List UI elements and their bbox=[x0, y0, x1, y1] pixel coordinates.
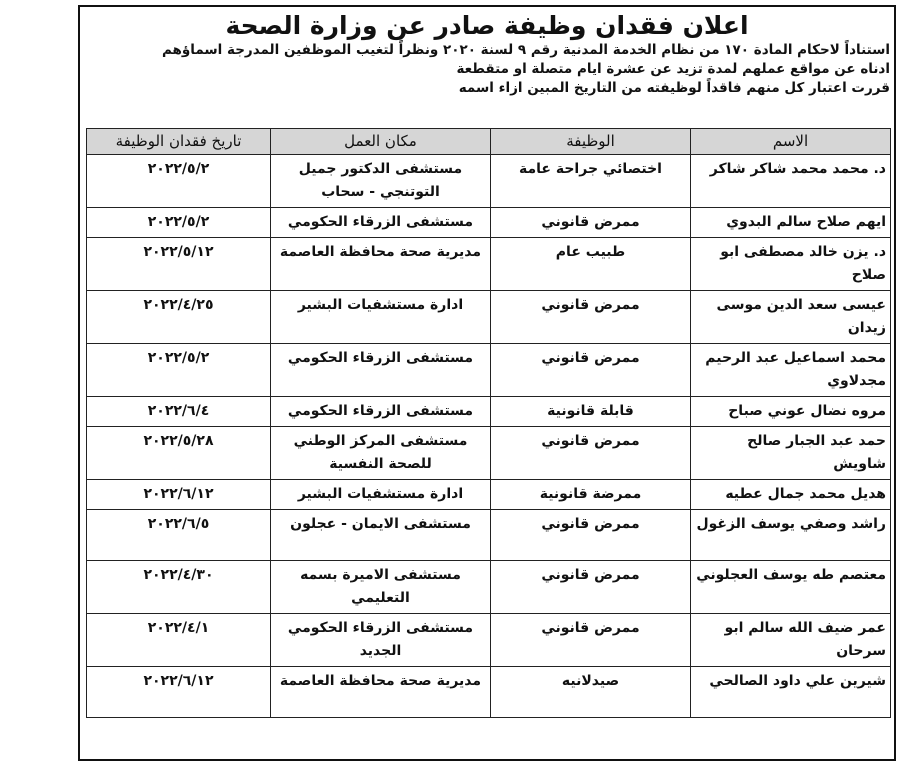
cell-job: ممرض قانوني bbox=[491, 344, 691, 397]
loss-date: ٢٠٢٢/٦/١٢ bbox=[143, 673, 214, 689]
table-row bbox=[87, 614, 891, 667]
cell-date bbox=[87, 510, 271, 561]
loss-date: ٢٠٢٢/٥/٢ bbox=[147, 214, 210, 230]
table-row bbox=[87, 667, 891, 718]
cell-job: ممرض قانوني bbox=[491, 510, 691, 561]
table-row bbox=[87, 291, 891, 344]
cell-date bbox=[87, 480, 271, 510]
cell-date bbox=[87, 344, 271, 397]
loss-date: ٢٠٢٢/٤/٣٠ bbox=[143, 567, 214, 583]
cell-place: مستشفى الزرقاء الحكومي bbox=[271, 208, 491, 238]
cell-job: ممرض قانوني bbox=[491, 561, 691, 614]
cell-place: مستشفى الايمان - عجلون bbox=[271, 510, 491, 561]
loss-date: ٢٠٢٢/٦/٤ bbox=[147, 403, 210, 419]
cell-place: مستشفى الدكتور جميل التوتنجي - سحاب bbox=[271, 155, 491, 208]
cell-name: حمد عبد الجبار صالح شاويش bbox=[691, 427, 891, 480]
cell-date bbox=[87, 561, 271, 614]
header-place: مكان العمل bbox=[271, 129, 491, 155]
cell-place: مستشفى المركز الوطني للصحة النفسية bbox=[271, 427, 491, 480]
cell-job: اختصائي جراحة عامة bbox=[491, 155, 691, 208]
table-header bbox=[87, 129, 891, 155]
table-row bbox=[87, 208, 891, 238]
table-row bbox=[87, 561, 891, 614]
cell-job: ممرض قانوني bbox=[491, 208, 691, 238]
loss-date: ٢٠٢٢/٥/٢٨ bbox=[143, 433, 214, 449]
cell-job: ممرضة قانونية bbox=[491, 480, 691, 510]
cell-place: مديرية صحة محافظة العاصمة bbox=[271, 667, 491, 718]
table-row bbox=[87, 344, 891, 397]
cell-place: ادارة مستشفيات البشير bbox=[271, 480, 491, 510]
table-row bbox=[87, 397, 891, 427]
cell-date bbox=[87, 291, 271, 344]
table-row bbox=[87, 238, 891, 291]
intro-line: ادناه عن مواقع عملهم لمدة تزيد عن عشرة ايام متصلة او متقطعة bbox=[456, 61, 890, 77]
loss-date: ٢٠٢٢/٦/٥ bbox=[147, 516, 210, 532]
cell-job: طبيب عام bbox=[491, 238, 691, 291]
cell-name: عيسى سعد الدين موسى زيدان bbox=[691, 291, 891, 344]
cell-job: صيدلانيه bbox=[491, 667, 691, 718]
cell-name: معتصم طه يوسف العجلوني bbox=[691, 561, 891, 614]
announcement-title: اعلان فقدان وظيفة صادر عن وزارة الصحة bbox=[225, 11, 749, 40]
cell-date bbox=[87, 667, 271, 718]
cell-place: مستشفى الزرقاء الحكومي الجديد bbox=[271, 614, 491, 667]
cell-name: هديل محمد جمال عطيه bbox=[691, 480, 891, 510]
cell-place: مستشفى الزرقاء الحكومي bbox=[271, 397, 491, 427]
cell-date bbox=[87, 397, 271, 427]
cell-date bbox=[87, 208, 271, 238]
header-name: الاسم bbox=[691, 129, 891, 155]
header-date: تاريخ فقدان الوظيفة bbox=[87, 129, 271, 155]
cell-date bbox=[87, 155, 271, 208]
cell-date bbox=[87, 427, 271, 480]
announcement bbox=[78, 5, 896, 761]
employees-table bbox=[86, 128, 891, 718]
loss-date: ٢٠٢٢/٥/١٢ bbox=[143, 244, 214, 260]
table-row bbox=[87, 155, 891, 208]
cell-name: راشد وصفي يوسف الزغول bbox=[691, 510, 891, 561]
cell-job: ممرض قانوني bbox=[491, 291, 691, 344]
table-row bbox=[87, 427, 891, 480]
loss-date: ٢٠٢٢/٥/٢ bbox=[147, 350, 210, 366]
cell-job: ممرض قانوني bbox=[491, 614, 691, 667]
loss-date: ٢٠٢٢/٦/١٢ bbox=[143, 486, 214, 502]
cell-name: محمد اسماعيل عبد الرحيم مجدلاوي bbox=[691, 344, 891, 397]
cell-name: ايهم صلاح سالم البدوي bbox=[691, 208, 891, 238]
cell-name: مروه نضال عوني صباح bbox=[691, 397, 891, 427]
loss-date: ٢٠٢٢/٤/١ bbox=[147, 620, 210, 636]
cell-name: د. يزن خالد مصطفى ابو صلاح bbox=[691, 238, 891, 291]
cell-place: مستشفى الاميرة بسمه التعليمي bbox=[271, 561, 491, 614]
loss-date: ٢٠٢٢/٤/٢٥ bbox=[143, 297, 214, 313]
cell-name: شيرين علي داود الصالحي bbox=[691, 667, 891, 718]
cell-job: ممرض قانوني bbox=[491, 427, 691, 480]
cell-name: د. محمد محمد شاكر شاكر bbox=[691, 155, 891, 208]
intro-line: استناداً لاحكام المادة ١٧٠ من نظام الخدمة المدنية رقم ٩ لسنة ٢٠٢٠ ونظراً لتغيب الموظفين المدرجة اسماؤهم bbox=[161, 42, 890, 58]
cell-place: مديرية صحة محافظة العاصمة bbox=[271, 238, 491, 291]
table-row bbox=[87, 480, 891, 510]
header-job: الوظيفة bbox=[491, 129, 691, 155]
cell-name: عمر ضيف الله سالم ابو سرحان bbox=[691, 614, 891, 667]
cell-place: مستشفى الزرقاء الحكومي bbox=[271, 344, 491, 397]
intro-line: قررت اعتبار كل منهم فاقداً لوظيفته من التاريخ المبين ازاء اسمه bbox=[458, 80, 890, 96]
intro-text bbox=[80, 41, 894, 98]
cell-date bbox=[87, 614, 271, 667]
table-row bbox=[87, 510, 891, 561]
cell-job: قابلة قانونية bbox=[491, 397, 691, 427]
loss-date: ٢٠٢٢/٥/٢ bbox=[147, 161, 210, 177]
cell-date bbox=[87, 238, 271, 291]
cell-place: ادارة مستشفيات البشير bbox=[271, 291, 491, 344]
